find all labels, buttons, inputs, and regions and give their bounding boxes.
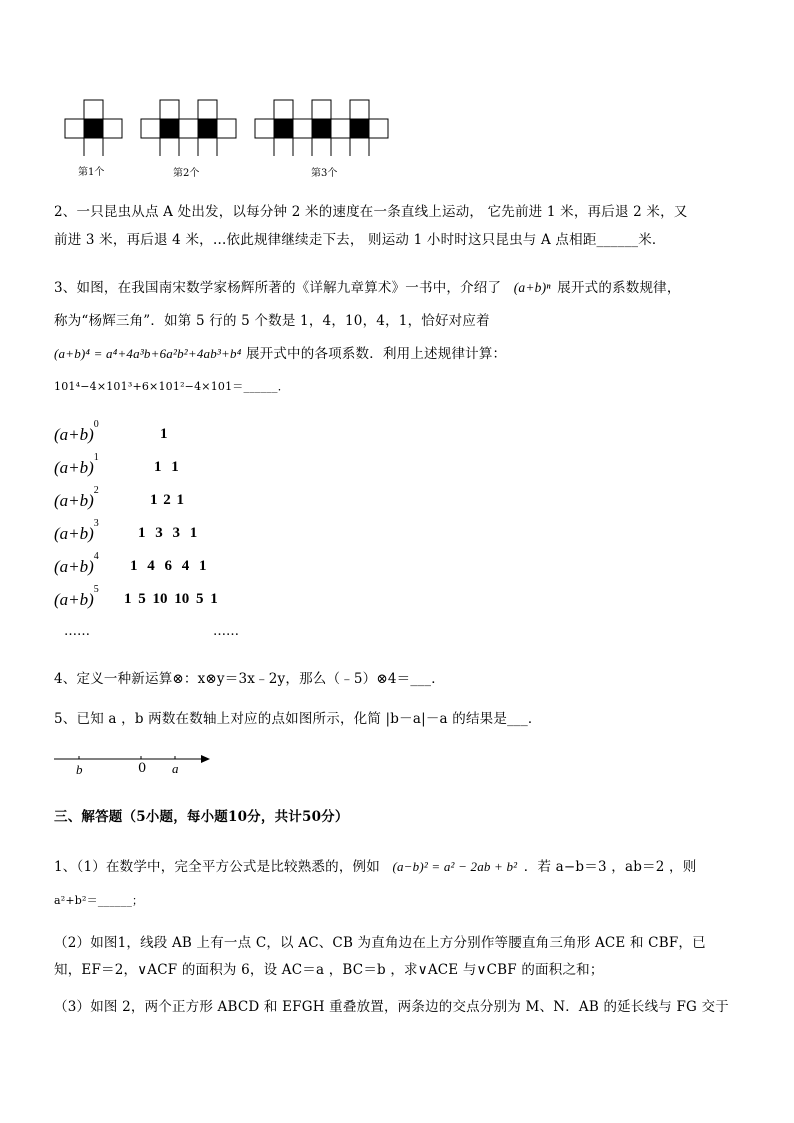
q3-line3: [54, 342, 506, 362]
triangle-coefficients: 1 1: [154, 459, 179, 475]
s1-line5: （3）如图 2，两个正方形 ABCD 和 EFGH 重叠放置，两条边的交点分别为 M、N．AB 的延长线与 FG 交于: [54, 999, 729, 1015]
number-line-label-a: a: [172, 761, 179, 776]
q3-line1-text-a: 3、如图，在我国南宋数学家杨辉所著的《详解九章算术》一书中，介绍了: [54, 280, 502, 296]
triangle-expr: $(a+b)^1$: [54, 452, 99, 477]
q3-line3-expr: (a+b)⁴ = a⁴+4a³b+6a²b²+4ab³+b⁴: [54, 346, 242, 361]
triangle-coefficients: 1: [160, 426, 168, 442]
triangle-expr: $(a+b)^5$: [54, 584, 99, 609]
section3-heading: 三、解答题（5小题，每小题10分，共计50分）: [54, 809, 349, 825]
s1-line1-text-a: 1、（1）在数学中，完全平方公式是比较熟悉的，例如: [54, 859, 380, 875]
triangle-coefficients: 1 4 6 4 1: [130, 558, 207, 574]
q2-line2: 前进 3 米，再后退 4 米，…依此规律继续走下去， 则运动 1 小时时这只昆虫与 A 点相距______米．: [54, 232, 666, 248]
s1-line1-text-b: ．若 a−b＝3 ，ab＝2 ，则: [523, 859, 697, 875]
triangle-ellipsis-right: ……: [213, 624, 239, 639]
pattern-figures: [60, 96, 400, 181]
number-line: [52, 748, 217, 780]
q4-text: 4、定义一种新运算⊗：x⊗y＝3x﹣2y，那么（﹣5）⊗4＝___．: [54, 671, 445, 687]
s1-line1: [54, 855, 696, 875]
figure-2-caption: 第2个: [173, 168, 200, 179]
figure-1-caption: 第1个: [78, 167, 105, 178]
triangle-expr: $(a+b)^2$: [54, 485, 99, 510]
triangle-coefficients: 1 5 10 10 5 1: [124, 591, 218, 607]
s1-line3: （2）如图1，线段 AB 上有一点 C，以 AC、CB 为直角边在上方分别作等腰直角三角形 ACE 和 CBF，已: [54, 935, 706, 951]
q2-line1: 2、一只昆虫从点 A 处出发，以每分钟 2 米的速度在一条直线上运动， 它先前进 1 米，再后退 2 米，又: [54, 204, 688, 220]
q5-text: 5、已知 a ，b 两数在数轴上对应的点如图所示，化简 |b－a|－a 的结果是___．: [54, 711, 542, 727]
q3-line4: 101⁴−4×101³+6×101²−4×101＝______．: [54, 380, 289, 393]
number-line-label-b: b: [76, 762, 83, 777]
figure-3-caption: 第3个: [311, 168, 338, 179]
q3-line1-text-b: 展开式的系数规律，: [557, 280, 681, 296]
triangle-expr: $(a+b)^3$: [54, 518, 99, 543]
figure-1: [65, 100, 122, 156]
triangle-ellipsis-left: ……: [64, 624, 90, 639]
triangle-expr: $(a+b)^0$: [54, 419, 99, 444]
q3-line2: 称为“杨辉三角”．如第 5 行的 5 个数是 1，4，10，4，1，恰好对应着: [54, 313, 490, 329]
triangle-expr: $(a+b)^4$: [54, 551, 99, 576]
triangle-coefficients: 1 2 1: [150, 492, 184, 508]
figure-3: [255, 100, 388, 156]
q3-line3-text: 展开式中的各项系数．利用上述规律计算：: [245, 346, 507, 362]
triangle-coefficients: 1 3 3 1: [138, 525, 198, 541]
q3-line1: [54, 276, 681, 296]
number-line-label-zero: 0: [138, 761, 147, 776]
s1-line1-expr: (a−b)² = a² − 2ab + b²: [392, 859, 518, 874]
s1-line4: 知，EF＝2，∨ACF 的面积为 6，设 AC＝a ，BC＝b ，求∨ACE 与∨CBF 的面积之和；: [54, 962, 604, 978]
figure-2: [141, 100, 236, 156]
q3-line1-expr: (a+b)ⁿ: [513, 280, 551, 295]
s1-line2: a²+b²＝______；: [54, 894, 144, 907]
pattern-figures-svg: [60, 96, 400, 156]
